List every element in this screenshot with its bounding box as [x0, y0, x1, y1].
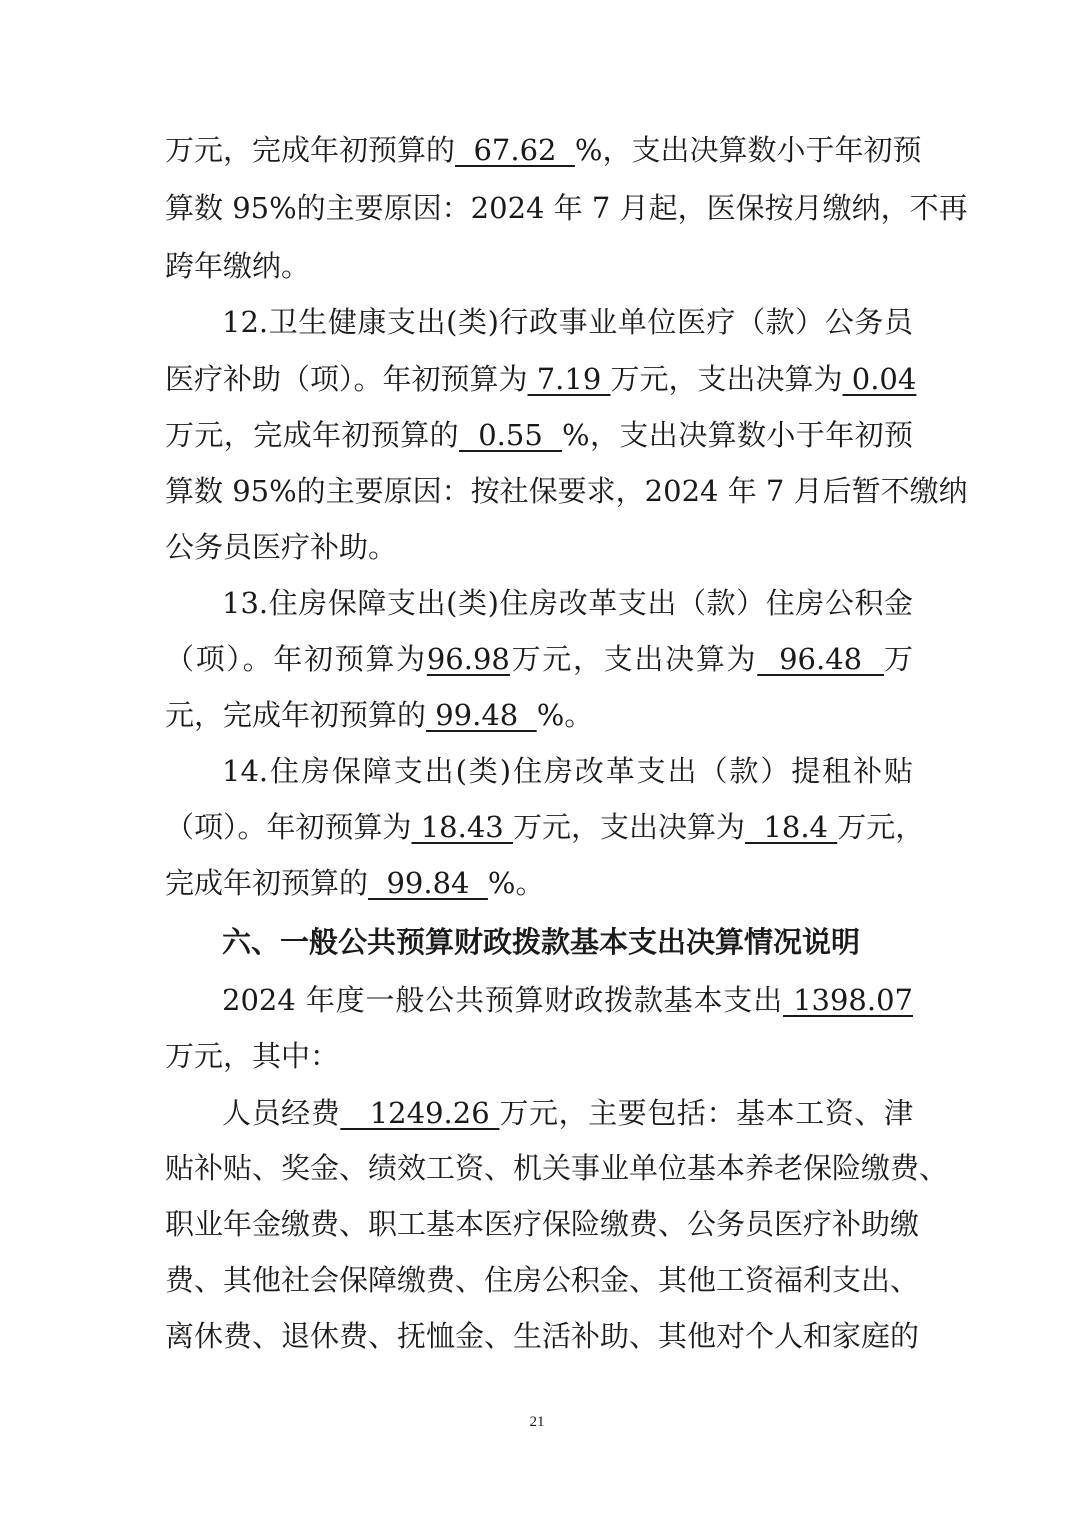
text-line-5: 医疗补助（项）。年初预算为 7.19 万元，支出决算为 0.04	[165, 362, 917, 396]
text-line-12: 14.住房保障支出(类)住房改革支出（款）提租补贴	[222, 754, 913, 788]
underlined-value: 1398.07	[783, 983, 913, 1017]
text-line-13: （项）。年初预算为 18.43 万元，支出决算为 18.4 万元，	[165, 810, 925, 844]
underlined-value: 99.84	[368, 866, 488, 900]
text-line-10: （项）。年初预算为96.98万元，支出决算为 96.48 万	[165, 642, 913, 676]
underlined-value: 67.62	[455, 133, 575, 167]
text-line-3: 跨年缴纳。	[165, 249, 311, 283]
text-line-2: 算数 95%的主要原因：2024 年 7 月起，医保按月缴纳，不再	[165, 191, 968, 225]
text-line-19: 职业年金缴费、职工基本医疗保险缴费、公务员医疗补助缴	[165, 1207, 920, 1241]
text-line-15: 2024 年度一般公共预算财政拨款基本支出 1398.07	[222, 983, 913, 1017]
underlined-value: 96.48	[757, 642, 884, 676]
text-line-1: 万元，完成年初预算的 67.62 %，支出决算数小于年初预	[165, 133, 922, 167]
text-line-17: 人员经费 1249.26 万元，主要包括：基本工资、津	[222, 1096, 913, 1130]
text-line-4: 12.卫生健康支出(类)行政事业单位医疗（款）公务员	[222, 305, 913, 339]
text-line-21: 离休费、退休费、抚恤金、生活补助、其他对个人和家庭的	[165, 1319, 920, 1353]
underlined-value: 18.43	[411, 810, 513, 844]
underlined-value: 99.48	[426, 698, 537, 732]
underlined-value: 0.55	[459, 418, 563, 452]
underlined-value: 96.98	[426, 642, 510, 676]
underlined-value: 1249.26	[340, 1096, 500, 1130]
text-line-11: 元，完成年初预算的 99.48 %。	[165, 698, 594, 732]
text-line-7: 算数 95%的主要原因：按社保要求，2024 年 7 月后暂不缴纳	[165, 474, 968, 508]
underlined-value: 18.4	[745, 810, 838, 844]
text-line-18: 贴补贴、奖金、绩效工资、机关事业单位基本养老保险缴费、	[165, 1151, 949, 1185]
underlined-value: 0.04	[842, 362, 917, 396]
text-line-16: 万元，其中：	[165, 1039, 340, 1073]
text-line-8: 公务员医疗补助。	[165, 530, 398, 564]
text-line-9: 13.住房保障支出(类)住房改革支出（款）住房公积金	[222, 586, 913, 620]
text-line-6: 万元，完成年初预算的 0.55 %，支出决算数小于年初预	[165, 418, 913, 452]
underlined-value: 7.19	[527, 362, 611, 396]
text-line-14: 完成年初预算的 99.84 %。	[165, 866, 545, 900]
text-line-20: 费、其他社会保障缴费、住房公积金、其他工资福利支出、	[165, 1263, 920, 1297]
page-number: 21	[529, 1414, 545, 1430]
section-heading: 六、一般公共预算财政拨款基本支出决算情况说明	[222, 925, 861, 959]
